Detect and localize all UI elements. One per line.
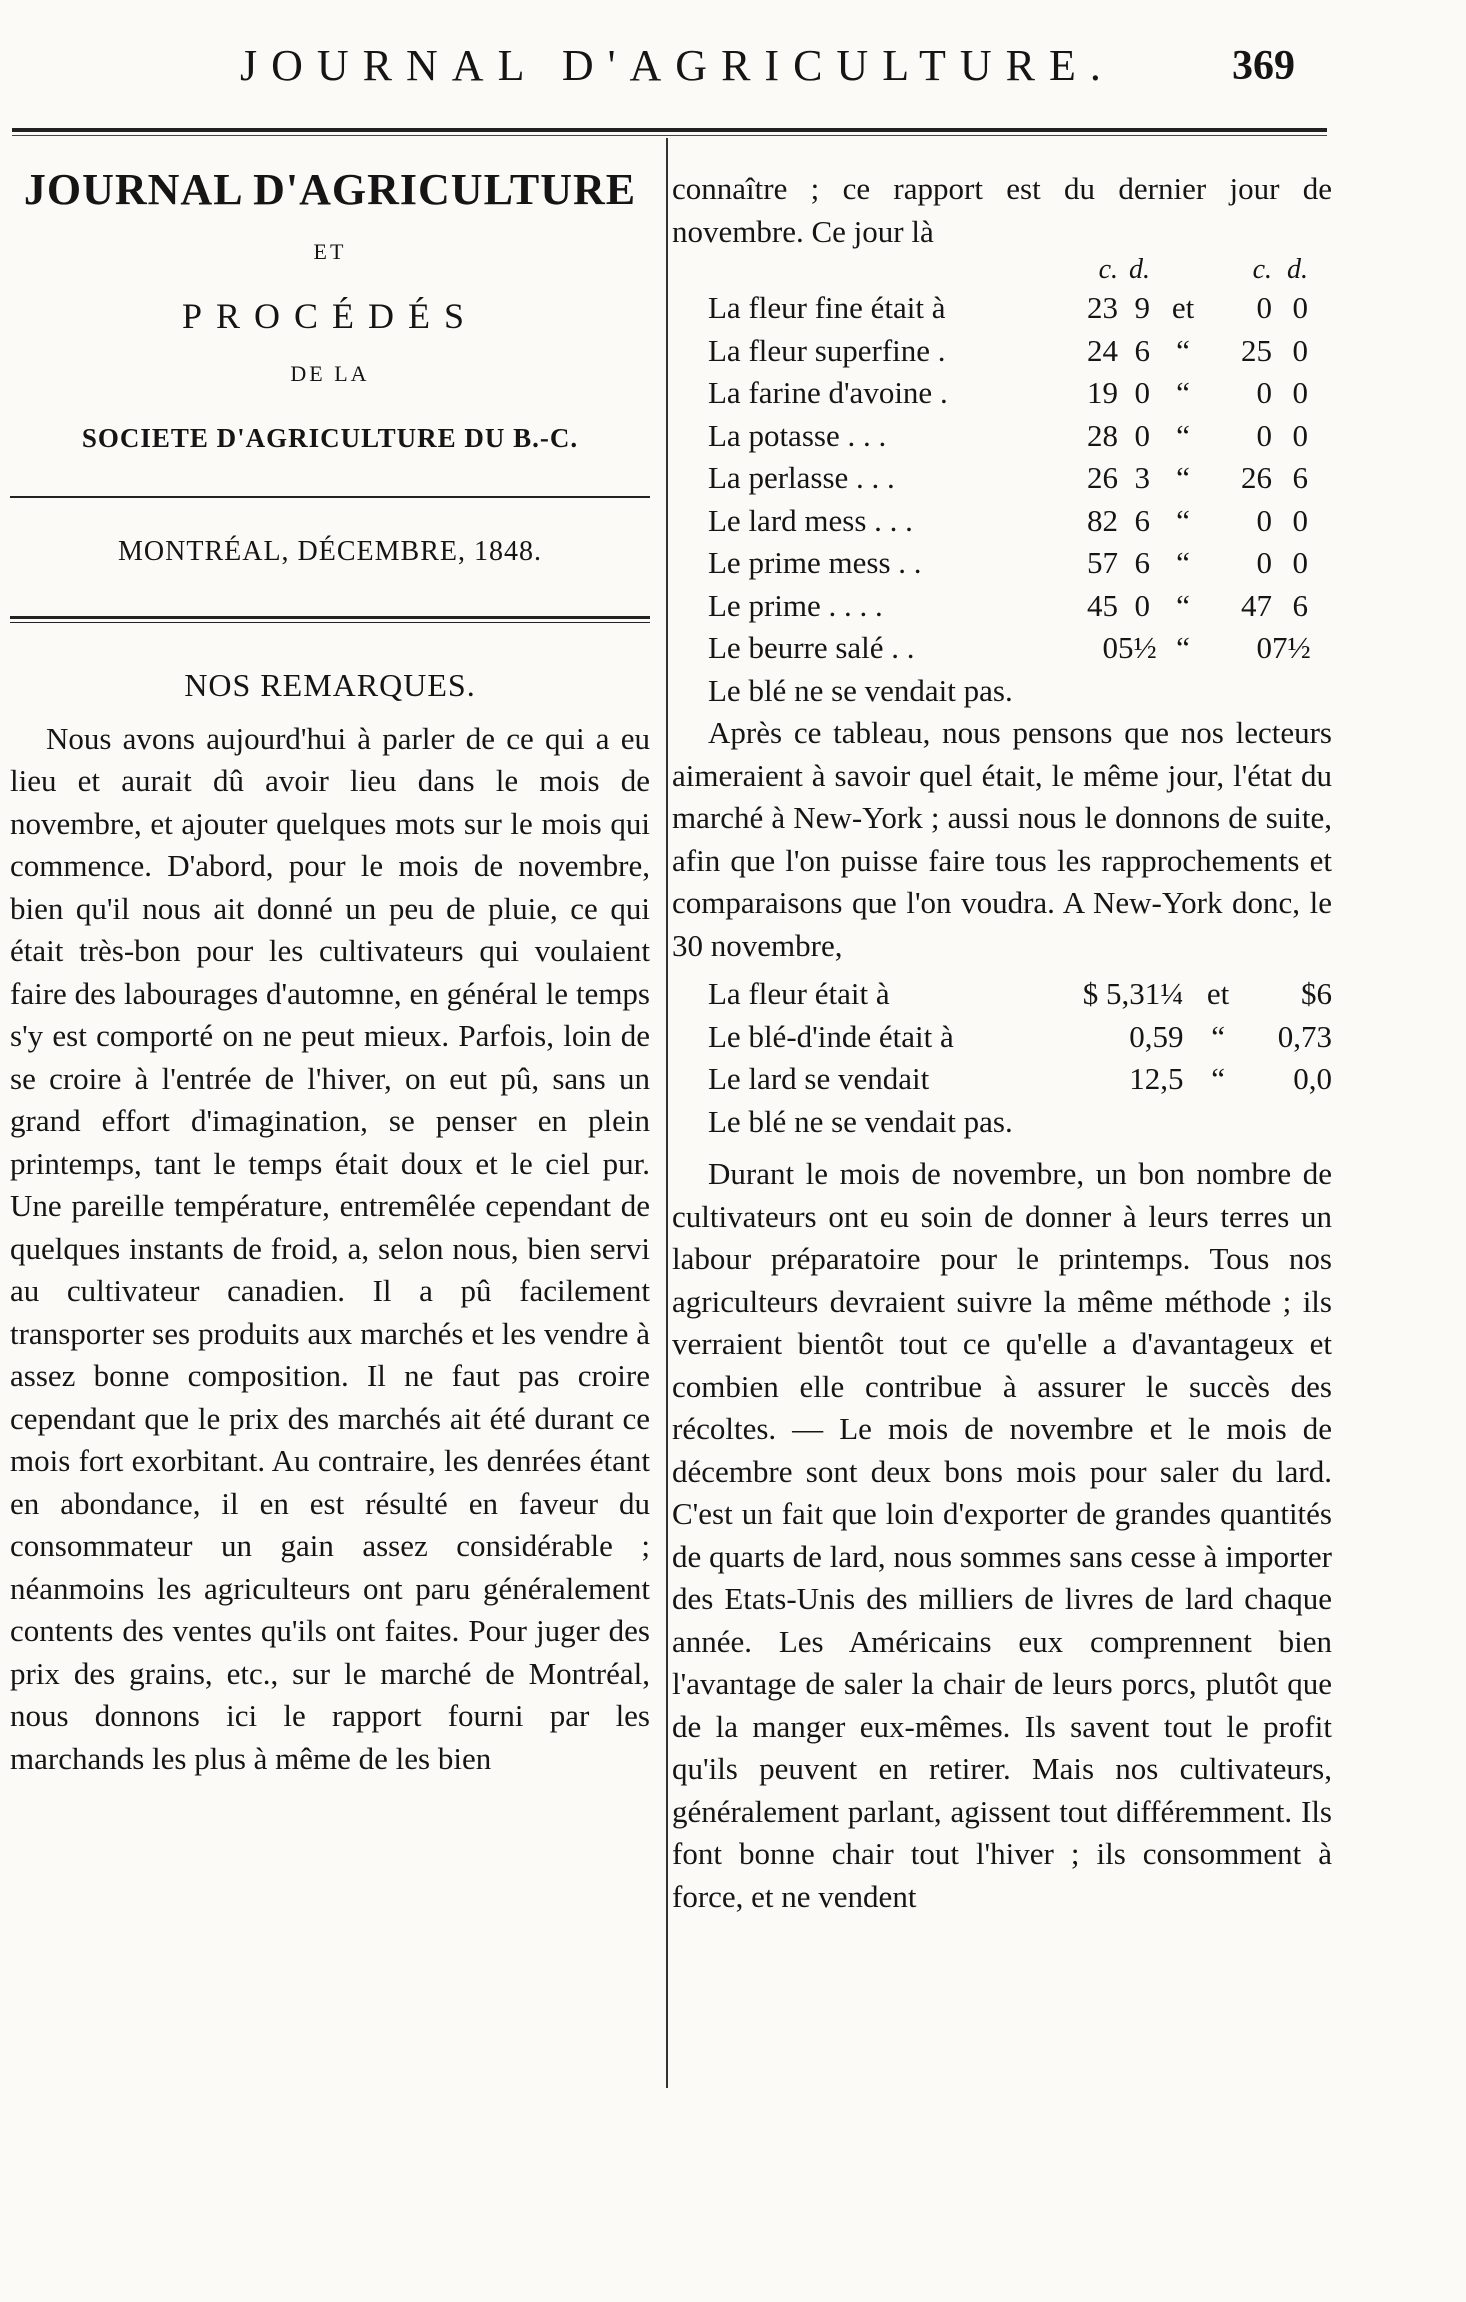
price-item-label: Le beurre salé . . — [708, 630, 915, 665]
masthead-rule — [10, 496, 650, 498]
price-to-c: 0 — [1256, 545, 1272, 580]
ny-price-from: $ 5,31¼ — [1082, 976, 1184, 1011]
price-item-label: Le lard mess . . . — [708, 502, 913, 538]
right-intro: connaître ; ce rapport est du dernier jour de novembre. Ce jour là — [672, 171, 1332, 249]
running-header — [0, 40, 1466, 100]
price-item-label: La fleur fine était à — [708, 290, 946, 325]
price-item-label: La fleur superfine . — [708, 332, 946, 368]
right-column — [672, 150, 1332, 1918]
price-item-label: La potasse . . . — [708, 417, 887, 453]
price-to-c: 0 — [1256, 290, 1272, 325]
right-paragraph-3: Durant le mois de novembre, un bon nombre de cultivateurs ont eu soin de donner à leurs terres un labour préparatoire pour le printemps. Tous nos agriculteurs devraient suivre la même méthode ; ils verraient bientôt tout ce qu'elle a d'avantageux et combien elle contribue à assurer le succès des récoltes. — Le mois de novembre et le mois de décembre sont deux bons mois pour saler du lard. C'est un fait que loin d'exporter de grandes quantités de quarts de lard, nous sommes sans cesse à importer des Etats-Unis des milliers de livres de lard chaque année. Les Américains eux comprennent bien l'avantage de saler la chair de leurs porcs, plutôt que de la manger eux-mêmes. Ils savent tout le profit qu'ils peuvent en retirer. Mais nos cultivateurs, généralement parlant, agissent tout différemment. Ils font bonne chair tout l'hiver ; ils consomment à force, et ne vendent — [672, 1156, 1332, 1914]
price-to-c: 47 — [1241, 587, 1272, 623]
ny-price-to: 0,73 — [1277, 1018, 1332, 1054]
price-row — [672, 457, 1332, 500]
price-to-c: 26 — [1241, 460, 1272, 495]
price-row — [672, 372, 1332, 415]
left-column — [10, 150, 650, 1780]
price-from-c: 24 — [1087, 332, 1118, 368]
ny-separator: et — [1206, 976, 1230, 1011]
unit-header-row — [672, 253, 1332, 287]
masthead-de-la: DE LA — [290, 360, 370, 386]
price-from-c: 45 — [1087, 587, 1118, 623]
price-from-c: 57 — [1087, 545, 1118, 580]
price-item-label: Le prime mess . . — [708, 545, 922, 580]
price-to-c: 0 — [1256, 502, 1272, 538]
ny-price-row — [672, 1058, 1332, 1101]
column-divider — [666, 138, 668, 2088]
left-paragraph: Nous avons aujourd'hui à parler de ce qui a eu lieu et aurait dû avoir lieu dans le mois de novembre, et ajouter quelques mots sur le mois qui commence. D'abord, pour le mois de novembre, bien qu'il nous ait donné un peu de pluie, ce qui était très-bon pour les cultivateurs qui voulaient faire des labourages d'automne, en général le temps s'y est comporté on ne peut mieux. Parfois, loin de se croire à l'entrée de l'hiver, on eut pû, sans un grand effort d'imagination, se penser en plein printemps, tant le temps était doux et le ciel pur. Une pareille température, entremêlée cependant de quelques instants de froid, a, selon nous, bien servi au cultivateur canadien. Il a pû facilement transporter ses produits aux marchés et les vendre à assez bonne composition. Il ne faut pas croire cependant que le prix des marchés ait été durant ce mois fort exorbitant. Au contraire, les denrées étant en abondance, il en est résulté en faveur du consommateur un gain assez considérable ; néanmoins les agriculteurs ont paru généralement contents des ventes qu'ils ont faites. Pour juger des prix des grains, etc., sur le marché de Montréal, nous donnons ici le rapport fourni par les marchands les plus à même de les bien — [10, 720, 650, 1776]
price-from-c: 0 — [1102, 630, 1118, 665]
price-separator: “ — [1176, 332, 1190, 368]
ny-price-from: 12,5 — [1129, 1061, 1184, 1096]
price-to-d: 0 — [1292, 290, 1308, 325]
price-to-c: 0 — [1256, 417, 1272, 453]
price-to-d: 0 — [1292, 417, 1308, 453]
price-from-d: 0 — [1134, 417, 1150, 453]
page-number: 369 — [1232, 43, 1295, 89]
price-to-d: 6 — [1292, 460, 1308, 495]
price-from-c: 26 — [1087, 460, 1118, 495]
price-from-d: 6 — [1134, 545, 1150, 580]
new-york-price-table — [672, 973, 1332, 1143]
price-to-d: 7½ — [1272, 630, 1311, 665]
price-from-c: 19 — [1087, 375, 1118, 410]
price-separator: “ — [1176, 630, 1190, 665]
price-separator: “ — [1176, 587, 1190, 623]
price-from-d: 9 — [1134, 290, 1150, 325]
price-item-label: Le prime . . . . — [708, 587, 883, 623]
price-row — [672, 415, 1332, 458]
price-separator: “ — [1176, 545, 1190, 580]
price-row — [672, 627, 1332, 670]
price-to-c: 0 — [1256, 375, 1272, 410]
price-to-c: 0 — [1256, 630, 1272, 665]
unit-d: d. — [1129, 254, 1150, 285]
ny-note: Le blé ne se vendait pas. — [708, 1103, 1013, 1139]
price-separator: “ — [1176, 417, 1190, 453]
price-row — [672, 287, 1332, 330]
running-title: JOURNAL D'AGRICULTURE. — [240, 41, 1115, 90]
section-heading: NOS REMARQUES. — [184, 666, 476, 703]
masthead-procedes: PROCÉDÉS — [181, 295, 479, 336]
header-rule — [12, 128, 1327, 136]
ny-item-label: Le lard se vendait — [708, 1061, 930, 1096]
ny-price-to: $6 — [1301, 976, 1332, 1011]
ny-item-label: Le blé-d'inde était à — [708, 1018, 954, 1054]
price-row — [672, 500, 1332, 543]
price-separator: “ — [1176, 375, 1190, 410]
ny-price-row — [672, 1016, 1332, 1059]
price-to-d: 0 — [1292, 545, 1308, 580]
price-row — [672, 542, 1332, 585]
ny-item-label: La fleur était à — [708, 976, 890, 1011]
price-item-label: La farine d'avoine . — [708, 375, 948, 410]
price-from-d: 3 — [1134, 460, 1150, 495]
price-item-label: La perlasse . . . — [708, 460, 895, 495]
ny-separator: “ — [1211, 1018, 1225, 1054]
price-separator: “ — [1176, 502, 1190, 538]
price-from-d: 6 — [1134, 502, 1150, 538]
dateline: MONTRÉAL, DÉCEMBRE, 1848. — [118, 535, 542, 567]
price-from-d: 0 — [1134, 375, 1150, 410]
unit-d: d. — [1287, 254, 1308, 285]
ny-separator: “ — [1211, 1061, 1225, 1096]
price-from-c: 28 — [1087, 417, 1118, 453]
price-separator: “ — [1176, 460, 1190, 495]
price-from-d: 0 — [1134, 587, 1150, 623]
ny-price-row — [672, 973, 1332, 1016]
ny-price-to: 0,0 — [1293, 1061, 1332, 1096]
price-separator: et — [1171, 290, 1195, 325]
section-rule — [10, 616, 650, 623]
price-from-c: 82 — [1087, 502, 1118, 538]
masthead-title: JOURNAL D'AGRICULTURE — [23, 165, 637, 214]
price-row — [672, 585, 1332, 628]
unit-c: c. — [1098, 254, 1118, 285]
price-from-d: 5½ — [1118, 630, 1157, 665]
masthead-et: ET — [313, 238, 347, 264]
ny-price-from: 0,59 — [1129, 1018, 1184, 1054]
price-from-c: 23 — [1087, 290, 1118, 325]
price-to-d: 0 — [1292, 502, 1308, 538]
price-row — [672, 330, 1332, 373]
montreal-price-table — [672, 253, 1332, 712]
unit-c: c. — [1252, 254, 1272, 285]
price-to-c: 25 — [1241, 332, 1272, 368]
right-paragraph-2: Après ce tableau, nous pensons que nos lecteurs aimeraient à savoir quel était, le même jour, l'état du marché à New-York ; aussi nous le donnons de suite, afin que l'on puisse faire tous les rapprochements et comparaisons que l'on voudra. A New-York donc, le 30 novembre, — [672, 715, 1332, 963]
masthead-societe: SOCIETE D'AGRICULTURE DU B.-C. — [81, 422, 579, 453]
price-from-d: 6 — [1134, 332, 1150, 368]
ble-note: Le blé ne se vendait pas. — [708, 672, 1013, 708]
price-to-d: 0 — [1292, 375, 1308, 410]
price-to-d: 6 — [1292, 587, 1308, 623]
price-to-d: 0 — [1292, 332, 1308, 368]
